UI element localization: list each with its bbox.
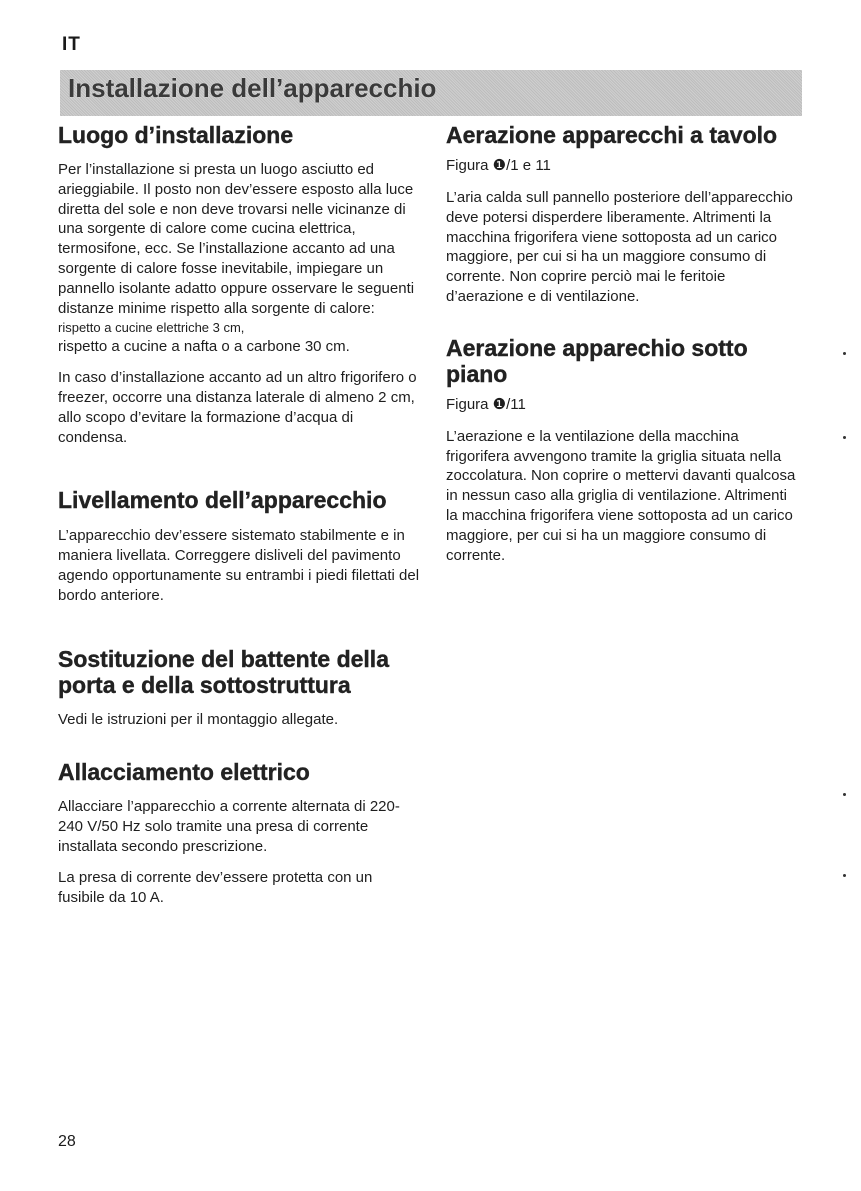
figure-ref-tavolo: Figura ❶/1 e 11: [446, 157, 551, 174]
figure-ref-sotto-piano: Figura ❶/11: [446, 395, 526, 413]
paragraph-side-distance: In caso d’installazione accanto ad un altro frigorifero o freezer, occorre una distanza laterale di almeno 2 cm, allo scopo d’evitare la formazione d’acqua di condensa.: [58, 369, 417, 446]
paragraph-allacciamento: Allacciare l’apparecchio a corrente alternata di 220-240 V/50 Hz solo tramite una presa di corrente installata secondo prescrizione.: [58, 798, 400, 855]
heading-luogo: Luogo d’installazione: [58, 122, 294, 148]
scan-speck: [843, 436, 846, 439]
paragraph-sostituzione: Vedi le istruzioni per il montaggio allegate.: [58, 710, 339, 728]
distance-electric: rispetto a cucine elettriche 3 cm,: [58, 320, 245, 336]
paragraph-aerazione-tavolo: L’aria calda sull pannello posteriore dell’apparecchio deve potersi disperdere liberamente. Altrimenti la macchina frigorifera viene sottoposta ad un carico maggiore, per cui si ha un maggiore consumo di corrente. Non coprire perciò mai le feritoie d’aerazione e di ventilazione.: [446, 189, 793, 305]
heading-livellamento: Livellamento dell’apparecchio: [58, 487, 387, 514]
paragraph-livellamento: L’apparecchio dev’essere sistemato stabilmente e in maniera livellata. Correggere disliveli del pavimento agendo opportunamente su entrambi i piedi filettati del bordo anteriore.: [58, 527, 420, 604]
left-column: [58, 122, 420, 907]
distance-fuel: rispetto a cucine a nafta o a carbone 30 cm.: [58, 338, 350, 356]
right-column: [446, 122, 796, 565]
scan-speck: [843, 793, 846, 796]
heading-allacciamento: Allacciamento elettrico: [58, 759, 310, 786]
banner-title: Installazione dell’apparecchio: [68, 73, 437, 103]
paragraph-fusibile: La presa di corrente dev’essere protetta con un fusibile da 10 A.: [58, 868, 373, 906]
section-banner: [60, 70, 802, 116]
heading-aerazione-tavolo: Aerazione apparecchi a tavolo: [446, 122, 778, 148]
paragraph-luogo: Per l’installazione si presta un luogo asciutto ed arieggiabile. Il posto non dev’essere esposto alla luce diretta del sole e non deve trovarsi nelle vicinanze di una sorgente di calore come cucina elettrica, termosifone, ecc. Se l’installazione accanto ad una sorgente di calore fosse inevitabile, impiegare un pannello isolante adatto oppure osservare le seguenti distanze minime rispetto alla sorgente di calore:: [58, 161, 415, 317]
language-code: IT: [62, 34, 81, 55]
heading-sostituzione: Sostituzione del battente della porta e della sottostruttura: [58, 645, 389, 698]
heading-aerazione-sotto-piano: Aerazione apparechio sotto piano: [446, 334, 748, 387]
paragraph-aerazione-sotto-piano: L’aerazione e la ventilazione della macchina frigorifera avvengono tramite la griglia situata nella zoccolatura. Non coprire o mettervi davanti qualcosa in nessun caso alla griglia di ventilazione. Altrimenti la macchina frigorifera viene sottoposta ad un carico maggiore, per cui si ha un maggiore consumo di corrente.: [446, 427, 796, 564]
page-number: 28: [58, 1133, 76, 1150]
scan-speck: [843, 874, 846, 877]
scan-speck: [843, 352, 846, 355]
